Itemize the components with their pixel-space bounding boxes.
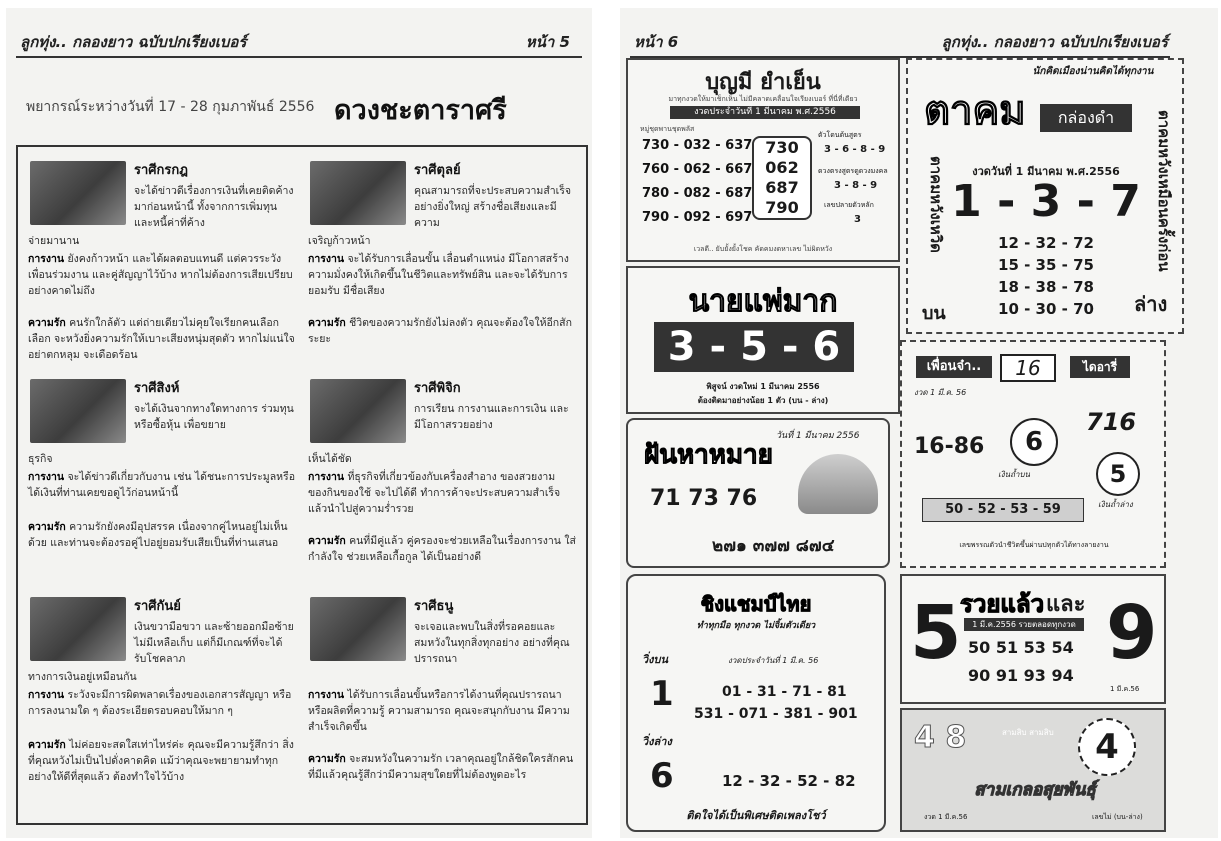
draw-date-label: งวดวันที่ 1 มีนาคม พ.ศ.2556: [972, 165, 1120, 178]
work-label: การงาน: [28, 689, 65, 701]
number-row: 90 91 93 94: [968, 666, 1074, 685]
sign-work: [308, 469, 578, 517]
caption-line: ต้องติดมาอย่างน้อย 1 ตัว (บน - ล่าง): [697, 396, 829, 405]
left-page-header-title: ลูกทุ่ง.. กลองยาว ฉบับปกเรียงเบอร์: [20, 33, 247, 51]
set-number: 730 - 032 - 637: [642, 138, 753, 153]
sign-intro: จะได้เงินจากทางใดทางการ ร่วมทุนหรือซื้อหุ้น เพื่อขยาย: [134, 403, 294, 431]
top-number-line: 531 - 071 - 381 - 901: [694, 706, 858, 722]
main-numbers: 1 - 3 - 7: [951, 176, 1141, 227]
sign-work: [28, 251, 298, 299]
left-big-digit: 5: [910, 590, 962, 676]
draw-date-label: งวดประจำวันที่ 1 มีนาคม พ.ศ.2556: [670, 106, 860, 119]
sign-name: ราศีธนู: [414, 599, 454, 614]
number-row: 50 51 53 54: [968, 638, 1074, 657]
box-blurb: มาทุกงวดให้มาเช็กเห็น ไม่มีคลาดเคลื่อนใจเรียงเบอร์ ที่นี่ที่เดียว: [668, 95, 858, 103]
box-subtitle: 1 มี.ค.2556 รวยตลอดทุกงวด: [964, 618, 1084, 631]
sign-name: ราศีพิจิก: [414, 381, 461, 396]
ching-champ-box: [626, 574, 886, 832]
horoscope-title: ดวงชะตาราศรี: [334, 95, 507, 126]
work-label: การงาน: [308, 253, 345, 265]
box-title: ชิงแชมป์ไทย: [700, 592, 812, 616]
ruay-box: [900, 574, 1166, 704]
sign-image: [310, 379, 406, 443]
box-date: งวด 1 มี.ค. 56: [914, 388, 967, 397]
sign-love: [308, 751, 578, 783]
sleeping-woman-illustration: [798, 454, 878, 514]
sign-intro: จะได้ข่าวดีเรื่องการเงินที่เคยติดค้างมาก่อนหน้านี้ ทั้งจากการเพิ่มทุนและหนี้ค่าที่ค้าง: [134, 185, 294, 229]
work-text: ที่ธุรกิจที่เกี่ยวข้องกับเครื่องสำอาง ของสวยงาม ของกินของใช้ จะไปได้ดี ทำการค้าจะประสบความสำเร็จ แล้วนำไปสู่ความร่ำรวย: [308, 471, 561, 515]
sign-intro-tail: เจริญก้าวหน้า: [308, 235, 371, 247]
right-label: ดวงตรงสูตรดูดวงมงคล: [818, 167, 888, 175]
sign-image: [30, 161, 126, 225]
top-digit: 1: [650, 674, 674, 714]
circle-number-top: 6: [1010, 418, 1058, 466]
sign-love: [28, 737, 298, 785]
sign-intro: จะเจอและพบในสิ่งที่รอคอยและสมหวังในทุกสิ่งทุกอย่าง อย่างที่คุณปรารถนา: [414, 621, 570, 665]
vertical-right-text: ตาคมหวังเหมือนครั้งก่อน: [1155, 110, 1173, 272]
sign-love: [28, 315, 298, 363]
box-footer: เลขพรรณตัวนำชีวิตขึ้นผ่านปทุกตัวได้ทางลายงาน: [959, 541, 1109, 549]
love-label: ความรัก: [28, 317, 66, 329]
box-caption: สามเกลอสุยพันธุ์: [974, 780, 1096, 800]
sign-name: ราศีตุลย์: [414, 163, 461, 178]
love-text: คนรักใกล้ตัว แต่ถ่ายเดียวไม่คุยใจเรียกคนเลือกเลือก จะหวังยิ่งความรักให้เบาะเสียงหนุ่มสุดตัว หากไม่แน่ใจอย่าตกหลุม จะเดือดร้อน: [28, 317, 295, 361]
box-numbers: 4 8: [914, 720, 967, 755]
love-label: ความรัก: [308, 317, 346, 329]
box-title-tail: และ: [1046, 592, 1086, 617]
work-label: การงาน: [308, 471, 345, 483]
love-label: ความรัก: [28, 739, 66, 751]
love-label: ความรัก: [28, 521, 66, 533]
right-numbers: 3 - 6 - 8 - 9: [824, 144, 886, 155]
sign-cancer: [22, 151, 302, 381]
bottom-number-line: 12 - 32 - 52 - 82: [722, 772, 856, 790]
right-label: เลขปลายตัวหลัก: [824, 201, 874, 209]
box-tag: กล่องดำ: [1040, 104, 1132, 132]
footer-left: งวด 1 มี.ค.56: [924, 813, 968, 821]
box-title: นายแพ่มาก: [688, 284, 838, 319]
work-text: ระวังจะมีการผิดพลาดเรื่องของเอกสารสัญญา หรือการลงนามใด ๆ ต้องระเอียดรอบคอบให้มาก ๆ: [28, 689, 292, 717]
bottom-label: ล่าง: [1134, 292, 1168, 316]
thai-numerals: ๒๗๑ ๓๗๗ ๘๗๔: [712, 536, 835, 556]
caption-line: พิสูจน์ งวดใหม่ 1 มีนาคม 2556: [706, 382, 820, 391]
box-banner: นักคิดเมืองน่านคิดได้ทุกงาน: [1032, 66, 1154, 77]
main-numbers: 71 73 76: [650, 486, 758, 511]
tacom-box: [906, 58, 1184, 334]
love-text: จะสมหวังในความรัก เวลาคุณอยู่ใกล้ชิดใครสักคนที่มีแล้วคุณรู้สึกว่ามีความสุขใดยที่ไม่ต้องพูดอะไร: [308, 753, 574, 781]
header-rule: [16, 56, 582, 58]
work-text: จะได้รับการเลื่อนขั้น เลื่อนตำแหน่ง มีโอกาสสร้างความมั่งคงให้เกิดขึ้นในชีวิตและทรัพย์สิน และจะได้รับการยอมรับ มีชื่อเสียง: [308, 253, 569, 297]
top-number-line: 01 - 31 - 71 - 81: [722, 684, 847, 700]
box-date: 1 มี.ค.56: [1110, 685, 1140, 693]
sign-intro: คุณสามารถที่จะประสบความสำเร็จอย่างยิ่งใหญ่ สร้างชื่อเสียงและมีความ: [414, 185, 572, 229]
sign-intro: การเรียน การงานและการเงิน และมีโอกาสรวยอย่าง: [414, 403, 569, 431]
set-number: 780 - 082 - 687: [642, 186, 753, 201]
right-page-number: หน้า 6: [634, 33, 679, 51]
box-title: บุญมี ยำเย็น: [705, 70, 821, 95]
love-text: ชีวิตของความรักยังไม่ลงตัว คุณจะต้องใจให้อีกสักระยะ: [308, 317, 572, 345]
love-label: ความรัก: [308, 535, 346, 547]
right-number: 716: [1086, 408, 1137, 436]
sign-image: [30, 597, 126, 661]
box-title: ฝันหาหมาย: [644, 440, 773, 470]
work-label: การงาน: [308, 689, 345, 701]
right-page-header-title: ลูกทุ่ง.. กลองยาว ฉบับปกเรียงเบอร์: [941, 33, 1168, 51]
top-label: บน: [922, 303, 946, 324]
key-number: 730: [765, 138, 799, 157]
circle-caption: เงินถ้ำล่าง: [1098, 500, 1133, 509]
left-newspaper-page: [6, 8, 592, 838]
number-row: 18 - 38 - 78: [998, 278, 1094, 296]
box-title: รวยแล้ว: [960, 590, 1045, 618]
number-row: 50 - 52 - 53 - 59: [922, 498, 1084, 522]
work-label: การงาน: [28, 253, 65, 265]
box-small-text: สามสิบ สามสิบ: [1002, 728, 1054, 737]
box-label-right: ไดอารี่: [1070, 356, 1130, 378]
right-big-digit: 9: [1106, 590, 1158, 676]
sign-work: [28, 469, 298, 501]
right-numbers: 3 - 8 - 9: [834, 180, 878, 191]
sign-work: [28, 687, 298, 719]
sign-love: [28, 519, 298, 551]
boonmee-box: [626, 58, 900, 262]
love-text: ไม่ค่อยจะสดใสเท่าไหร่ค่ะ คุณจะมีความรู้สึกว่า สิ่งที่คุณหวังไม่เป็นไปดั่งคาดคิด แม้ว่าคุณจะพยายามทำทุกอย่างให้ดีที่สุดแล้ว ต้องทำใจไว้บ้าง: [28, 739, 294, 783]
box-footer: ติดใจได้เป็นพิเศษติดเพลงโชว์: [686, 809, 826, 822]
circle-number: 4: [1078, 718, 1136, 776]
set-number: 760 - 062 - 667: [642, 162, 753, 177]
puen-ja-box: [900, 340, 1166, 568]
work-text: ยังคงก้าวหน้า และได้ผลตอบแทนดี แต่ควรระวังเพื่อนร่วมงาน และคู่สัญญาไว้บ้าง หากไม่ต้องการเสียเปรียบอย่างคาดไม่ถึง: [28, 253, 293, 297]
sign-intro-tail: ทางการเงินอยู่เหมือนกัน: [28, 671, 137, 683]
sign-intro-tail: ธุรกิจ: [28, 453, 53, 465]
sign-intro: เงินขวามือขวา และซ้ายออกมือซ้าย ไม่มีเหลือเก็บ แต่ก็มีเกณฑ์ที่จะได้รับโชคลาภ: [134, 621, 294, 665]
work-label: การงาน: [28, 471, 65, 483]
number-row: 10 - 30 - 70: [998, 300, 1094, 318]
bottom-digit: 6: [650, 756, 674, 796]
sign-name: ราศีสิงห์: [134, 381, 180, 396]
sign-intro-tail: จ่ายมานาน: [28, 235, 80, 247]
box-subtitle: ทำทุกมือ ทุกงวด ไม่จิ้มตัวเดียว: [696, 621, 816, 631]
box-label-number: 16: [1000, 354, 1056, 382]
number-row: 15 - 35 - 75: [998, 256, 1094, 274]
key-numbers-pill: [752, 136, 812, 220]
work-text: ได้รับการเลื่อนขั้นหรือการได้งานที่คุณปรารถนาหรือผลิตที่ความรู้ ความสามารถ คุณจะสนุกกับงาน มีความสำเร็จเกิดขึ้น: [308, 689, 570, 733]
box-title: ตาคม: [924, 88, 1026, 134]
sign-work: [308, 251, 578, 299]
main-numbers: 3 - 5 - 6: [654, 322, 854, 372]
number-row: 12 - 32 - 72: [998, 234, 1094, 252]
sign-name: ราศีกันย์: [134, 599, 181, 614]
vertical-left-text: ตาคมหวังเหวิด: [927, 156, 945, 253]
love-text: ความรักยังคงมีอุปสรรค เนื่องจากคู่ไหนอยู่ไม่เห็นด้วย และท่านจะต้องรอคู่ไปอยู่ยอมรับเสียเป็นที่ท่านเสนอ: [28, 521, 288, 549]
set-number: 790 - 092 - 697: [642, 210, 753, 225]
circle-caption: เงินถ้ำบน: [998, 470, 1030, 479]
sign-image: [310, 161, 406, 225]
love-label: ความรัก: [308, 753, 346, 765]
sign-love: [308, 315, 578, 347]
box-date: วันที่ 1 มีนาคม 2556: [776, 431, 860, 441]
horoscope-date-range: พยากรณ์ระหว่างวันที่ 17 - 28 กุมภาพันธ์ 2556: [26, 99, 315, 115]
key-number: 687: [765, 178, 799, 197]
key-number: 062: [765, 158, 799, 177]
nai-pae-mak-box: [626, 266, 900, 414]
column-label: หมู่ชุดพานชุดพลัส: [640, 125, 695, 133]
right-numbers: 3: [854, 214, 861, 225]
sign-work: [308, 687, 578, 735]
circle-number-right: 5: [1096, 452, 1140, 496]
sign-intro-tail: เห็นได้ชัด: [308, 453, 352, 465]
left-page-number: หน้า 5: [525, 33, 570, 51]
sign-virgo: [22, 587, 302, 817]
box-footer: เวลดี.. ยับยั้งยั้งโชค คัดคมงดหาเลข ไม่ผิดหวัง: [693, 245, 833, 253]
right-newspaper-page: [620, 8, 1218, 838]
left-number: 16-86: [914, 434, 985, 459]
sam-glor-box: [900, 708, 1166, 832]
bottom-label: วิ่งล่าง: [642, 735, 672, 748]
horoscope-frame: [16, 145, 588, 825]
sign-libra: [302, 151, 582, 381]
footer-right: เลขไม่ (บน-ล่าง): [1092, 813, 1143, 821]
love-text: คนที่มีคู่แล้ว คู่ครองจะช่วยเหลือในเรื่องการงาน ใส่กำลังใจ ช่วยเหลือเกื้อกูล ได้เป็นอย่างดี: [308, 535, 576, 563]
sign-name: ราศีกรกฎ: [134, 163, 188, 178]
sign-love: [308, 533, 578, 565]
draw-date-label: งวดประจำวันที่ 1 มี.ค. 56: [728, 656, 819, 665]
right-label: ตัวโดนต้นสูตร: [818, 131, 862, 139]
work-text: จะได้ข่าวดีเกี่ยวกับงาน เช่น ได้ชนะการประมูลหรือได้เงินที่ท่านเคยขอดูไว้ก่อนหน้านี้: [28, 471, 296, 499]
key-number: 790: [765, 198, 799, 217]
sign-sagittarius: [302, 587, 582, 817]
box-label: เพื่อนจ๋า..: [916, 356, 992, 378]
top-label: วิ่งบน: [642, 653, 669, 666]
sign-image: [30, 379, 126, 443]
sign-image: [310, 597, 406, 661]
sign-leo: [22, 369, 302, 599]
sign-scorpio: [302, 369, 582, 599]
fan-ha-mai-box: [626, 418, 890, 568]
